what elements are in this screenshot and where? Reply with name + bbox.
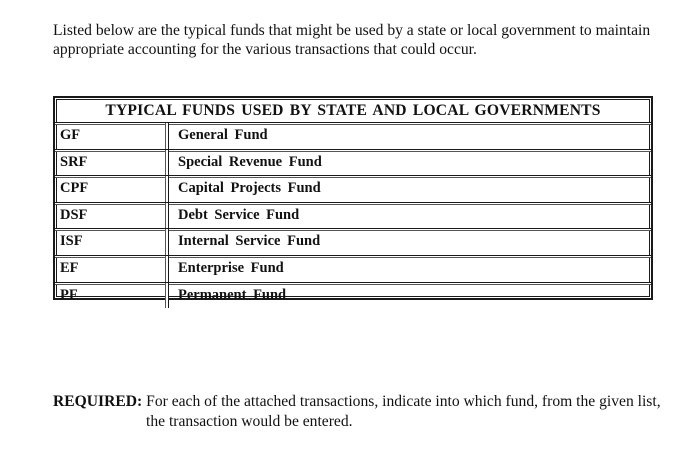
fund-abbreviation: GF <box>55 123 169 149</box>
fund-name: General Fund <box>178 127 268 143</box>
table-row <box>55 122 651 149</box>
intro-line-1: Listed below are the typical funds that might be used by a state or local government to maintain <box>53 22 651 39</box>
fund-abbreviation: PF <box>55 283 169 309</box>
intro-paragraph <box>53 21 663 59</box>
required-instruction <box>53 392 673 431</box>
fund-abbreviation: CPF <box>55 176 169 202</box>
required-line-1: For each of the attached transactions, indicate into which fund, from the given list, <box>146 393 661 410</box>
fund-name: Internal Service Fund <box>178 233 321 250</box>
fund-abbreviation: EF <box>55 256 169 282</box>
table-row <box>55 149 651 176</box>
fund-abbreviation: DSF <box>55 203 169 229</box>
table-row <box>55 175 651 202</box>
fund-name: Permanent Fund <box>178 286 287 303</box>
table-row <box>55 255 651 282</box>
required-line-2: the transaction would be entered. <box>146 412 353 430</box>
fund-abbreviation: SRF <box>55 150 169 176</box>
table-row <box>55 202 651 229</box>
fund-name: Enterprise Fund <box>178 259 284 276</box>
required-label: REQUIRED: <box>53 393 143 410</box>
table-row <box>55 228 651 255</box>
fund-abbreviation: ISF <box>55 229 169 255</box>
table-body <box>55 122 651 308</box>
table-title: TYPICAL FUNDS USED BY STATE AND LOCAL GOVERNMENTS <box>105 102 601 119</box>
fund-name: Debt Service Fund <box>178 206 300 223</box>
table-row <box>55 282 651 309</box>
funds-table <box>53 96 653 303</box>
intro-line-2: appropriate accounting for the various transactions that could occur. <box>53 41 477 58</box>
fund-name: Special Revenue Fund <box>178 153 322 170</box>
fund-name: Capital Projects Fund <box>178 180 321 197</box>
